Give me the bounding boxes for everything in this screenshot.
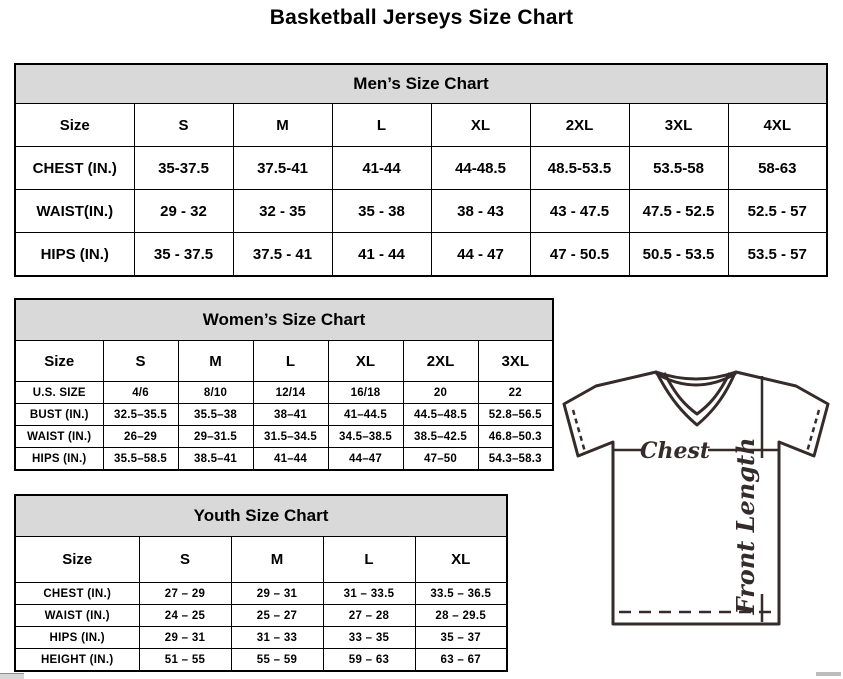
- size-value: 44 - 47: [431, 233, 530, 277]
- size-value: 27 – 28: [323, 605, 415, 627]
- mens-size-chart-table: [14, 63, 828, 277]
- size-value: 37.5-41: [233, 147, 332, 190]
- column-header: XL: [431, 104, 530, 147]
- column-header: XL: [328, 341, 403, 382]
- size-value: 52.8–56.5: [478, 404, 553, 426]
- size-value: 22: [478, 382, 553, 404]
- scrollbar-fragment-right[interactable]: [816, 672, 841, 676]
- row-label: CHEST (IN.): [15, 583, 139, 605]
- size-value: 44–47: [328, 448, 403, 471]
- size-value: 63 – 67: [415, 649, 507, 672]
- table-row: [15, 583, 507, 605]
- column-header: M: [178, 341, 253, 382]
- size-value: 31 – 33.5: [323, 583, 415, 605]
- size-value: 51 – 55: [139, 649, 231, 672]
- size-value: 47–50: [403, 448, 478, 471]
- size-corner-header: Size: [15, 537, 139, 583]
- size-value: 32 - 35: [233, 190, 332, 233]
- row-label: BUST (IN.): [15, 404, 103, 426]
- table-row: [15, 605, 507, 627]
- size-value: 27 – 29: [139, 583, 231, 605]
- size-value: 55 – 59: [231, 649, 323, 672]
- size-value: 46.8–50.3: [478, 426, 553, 448]
- size-value: 26–29: [103, 426, 178, 448]
- size-value: 35 – 37: [415, 627, 507, 649]
- row-label: HIPS (IN.): [15, 233, 134, 277]
- size-value: 53.5 - 57: [728, 233, 827, 277]
- size-value: 12/14: [253, 382, 328, 404]
- size-value: 33.5 – 36.5: [415, 583, 507, 605]
- row-label: U.S. SIZE: [15, 382, 103, 404]
- size-value: 54.3–58.3: [478, 448, 553, 471]
- size-value: 38 - 43: [431, 190, 530, 233]
- page-title: Basketball Jerseys Size Chart: [269, 6, 574, 29]
- table-row: [15, 190, 827, 233]
- table-row: [15, 448, 553, 471]
- size-value: 29 - 32: [134, 190, 233, 233]
- column-header: L: [253, 341, 328, 382]
- size-value: 44-48.5: [431, 147, 530, 190]
- jersey-outline-icon: [556, 362, 838, 664]
- column-header: XL: [415, 537, 507, 583]
- size-value: 38.5–42.5: [403, 426, 478, 448]
- size-value: 50.5 - 53.5: [629, 233, 728, 277]
- size-value: 41–44: [253, 448, 328, 471]
- size-value: 41–44.5: [328, 404, 403, 426]
- row-label: HIPS (IN.): [15, 448, 103, 471]
- jersey-measurement-diagram: [556, 362, 838, 664]
- size-value: 31 – 33: [231, 627, 323, 649]
- column-header: S: [103, 341, 178, 382]
- table-title: Men’s Size Chart: [15, 64, 827, 104]
- column-header: 2XL: [530, 104, 629, 147]
- size-corner-header: Size: [15, 104, 134, 147]
- size-value: 47 - 50.5: [530, 233, 629, 277]
- table-row: [15, 382, 553, 404]
- size-value: 41-44: [332, 147, 431, 190]
- size-value: 41 - 44: [332, 233, 431, 277]
- column-header: M: [233, 104, 332, 147]
- table-row: [15, 147, 827, 190]
- size-value: 38.5–41: [178, 448, 253, 471]
- size-value: 16/18: [328, 382, 403, 404]
- size-value: 32.5–35.5: [103, 404, 178, 426]
- size-value: 35 - 38: [332, 190, 431, 233]
- size-value: 59 – 63: [323, 649, 415, 672]
- size-value: 25 – 27: [231, 605, 323, 627]
- size-value: 37.5 - 41: [233, 233, 332, 277]
- size-value: 31.5–34.5: [253, 426, 328, 448]
- size-value: 24 – 25: [139, 605, 231, 627]
- size-value: 38–41: [253, 404, 328, 426]
- row-label: WAIST (IN.): [15, 605, 139, 627]
- row-label: HEIGHT (IN.): [15, 649, 139, 672]
- row-label: WAIST(IN.): [15, 190, 134, 233]
- youth-size-chart-table: [14, 494, 508, 672]
- size-value: 29–31.5: [178, 426, 253, 448]
- size-value: 35.5–58.5: [103, 448, 178, 471]
- table-title: Women’s Size Chart: [15, 299, 553, 341]
- size-value: 8/10: [178, 382, 253, 404]
- size-value: 29 – 31: [231, 583, 323, 605]
- size-value: 33 – 35: [323, 627, 415, 649]
- row-label: WAIST (IN.): [15, 426, 103, 448]
- row-label: HIPS (IN.): [15, 627, 139, 649]
- size-value: 44.5–48.5: [403, 404, 478, 426]
- womens-size-chart-table: [14, 298, 554, 471]
- size-value: 48.5-53.5: [530, 147, 629, 190]
- table-title: Youth Size Chart: [15, 495, 507, 537]
- table-row: [15, 649, 507, 672]
- size-value: 20: [403, 382, 478, 404]
- size-value: 4/6: [103, 382, 178, 404]
- size-value: 35-37.5: [134, 147, 233, 190]
- column-header: M: [231, 537, 323, 583]
- size-value: 35.5–38: [178, 404, 253, 426]
- column-header: 3XL: [629, 104, 728, 147]
- column-header: 2XL: [403, 341, 478, 382]
- size-value: 34.5–38.5: [328, 426, 403, 448]
- table-row: [15, 404, 553, 426]
- size-value: 52.5 - 57: [728, 190, 827, 233]
- size-value: 53.5-58: [629, 147, 728, 190]
- chest-label: Chest: [639, 438, 711, 464]
- scrollbar-fragment-left[interactable]: [0, 673, 24, 679]
- column-header: S: [139, 537, 231, 583]
- column-header: L: [332, 104, 431, 147]
- column-header: 4XL: [728, 104, 827, 147]
- size-value: 28 – 29.5: [415, 605, 507, 627]
- size-value: 43 - 47.5: [530, 190, 629, 233]
- size-corner-header: Size: [15, 341, 103, 382]
- size-value: 29 – 31: [139, 627, 231, 649]
- size-value: 58-63: [728, 147, 827, 190]
- table-row: [15, 627, 507, 649]
- table-row: [15, 426, 553, 448]
- size-value: 47.5 - 52.5: [629, 190, 728, 233]
- column-header: 3XL: [478, 341, 553, 382]
- table-row: [15, 233, 827, 277]
- column-header: S: [134, 104, 233, 147]
- column-header: L: [323, 537, 415, 583]
- front-length-label: Front Length: [731, 437, 760, 615]
- size-value: 35 - 37.5: [134, 233, 233, 277]
- row-label: CHEST (IN.): [15, 147, 134, 190]
